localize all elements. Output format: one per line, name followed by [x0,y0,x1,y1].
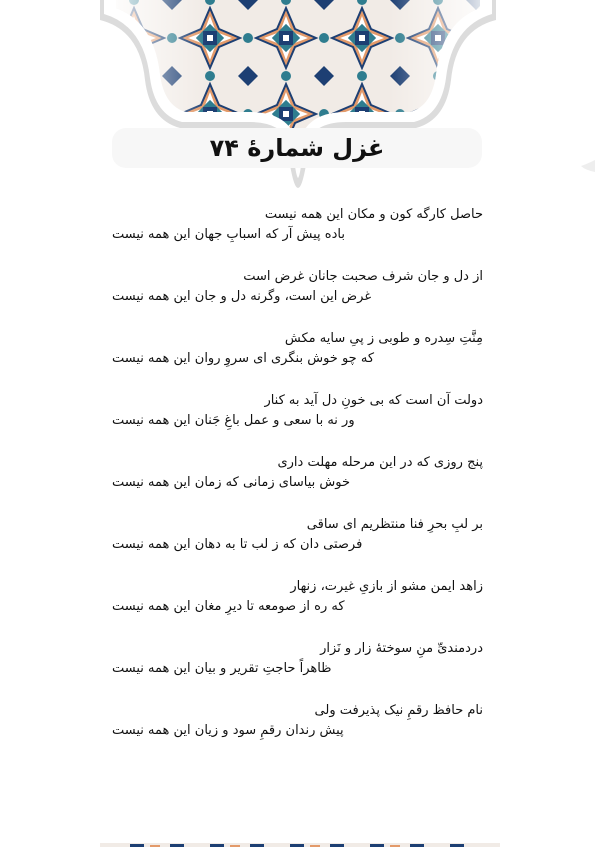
couplet [112,515,483,577]
hemistich-first: زاهد ایمن مشو از بازیِ غیرت، زنهار [290,579,483,594]
couplet [112,577,483,639]
couplet [112,639,483,701]
poem-body [112,205,483,763]
hemistich-first: حاصل کارگه کون و مکان این همه نیست [264,207,483,222]
footer-ornament [100,832,500,842]
hemistich-first: از دل و جان شرف صحبت جانان غرض است [243,269,483,284]
couplet [112,205,483,267]
couplet [112,453,483,515]
poem-title: غزل شمارهٔ ۷۴ [209,134,385,162]
couplet [112,701,483,763]
hemistich-second: خوش بیاسای زمانی که زمان این همه نیست [112,475,351,490]
hemistich-first: پنج روزی که در این مرحله مهلت داری [277,455,483,470]
couplet [112,267,483,329]
hemistich-second: که چو خوش بنگری ای سروِ روان این همه نیست [112,351,375,366]
hemistich-first: نام حافظ رقمِ نیک پذیرفت ولی [314,703,483,718]
hemistich-second: ور نه با سعی و عمل باغِ جَنان این همه نیست [112,413,355,428]
decorative-fleck [581,160,595,172]
hemistich-second: پیش رندان رقمِ سود و زیان این همه نیست [112,723,344,738]
couplet [112,391,483,453]
hemistich-second: غرض این است، وگرنه دل و جان این همه نیست [112,289,372,304]
couplet [112,329,483,391]
hemistich-second: ظاهراً حاجتِ تقریر و بیان این همه نیست [112,661,332,676]
hemistich-first: مِنَّتِ سِدره و طوبی ز پیِ سایه مکش [284,331,483,346]
hemistich-first: دولت آن است که بی خونِ دل آید به کنار [264,393,483,408]
hemistich-second: فرصتی دان که ز لب تا به دهان این همه نیست [112,537,363,552]
hemistich-second: که ره از صومعه تا دیرِ مغان این همه نیست [112,599,345,614]
hemistich-second: باده پیش آر که اسبابِ جهان این همه نیست [112,227,345,242]
hemistich-first: دردمندیِّ منِ سوختهٔ زار و نَزار [320,641,483,656]
hemistich-first: بر لبِ بحرِ فنا منتظریم ای ساقی [306,517,483,532]
